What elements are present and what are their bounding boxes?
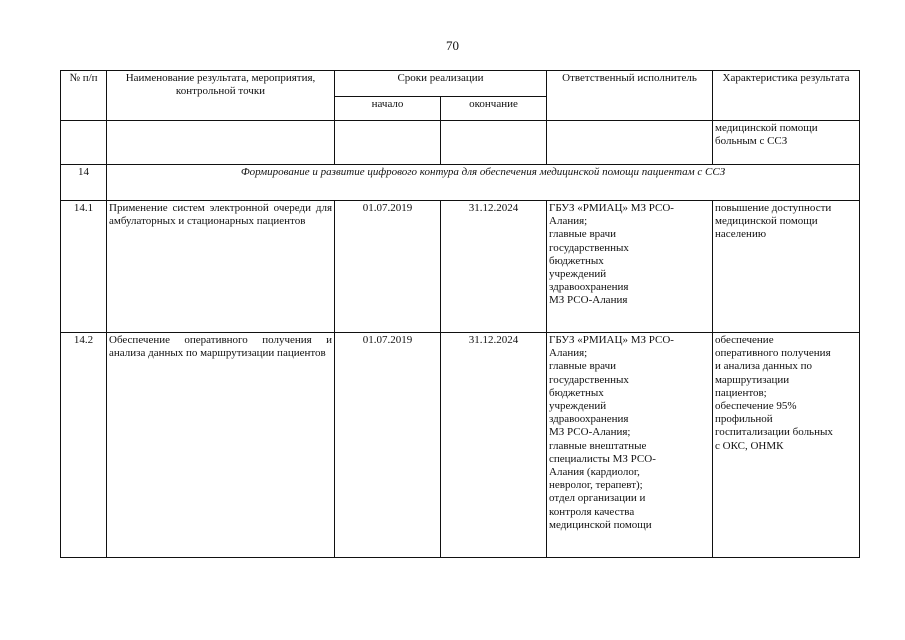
row-name: Применение систем электронной очереди для амбулаторных и стационарных пациентов bbox=[107, 201, 335, 333]
row-result: обеспечение оперативного получения и анализа данных по маршрутизации пациентов; обеспечение 95% профильной госпитализации больных с ОКС, ОНМК bbox=[713, 333, 860, 558]
header-result: Характеристика результата bbox=[713, 71, 860, 121]
table-row-14-2 bbox=[61, 333, 860, 558]
section-num: 14 bbox=[61, 165, 107, 201]
row-start-date: 01.07.2019 bbox=[335, 333, 441, 558]
row-end-date: 31.12.2024 bbox=[441, 333, 547, 558]
row-name: Обеспечение оперативного получения и анализа данных по маршрутизации пациентов bbox=[107, 333, 335, 558]
section-row bbox=[61, 165, 860, 201]
table-row-14-1 bbox=[61, 201, 860, 333]
row-executor: ГБУЗ «РМИАЦ» МЗ РСО- Алания; главные врачи государственных бюджетных учреждений здравоохранения МЗ РСО-Алания bbox=[547, 201, 713, 333]
header-name: Наименование результата, мероприятия, контрольной точки bbox=[107, 71, 335, 121]
header-executor: Ответственный исполнитель bbox=[547, 71, 713, 121]
page-number: 70 bbox=[446, 38, 459, 53]
row-result: повышение доступности медицинской помощи населению bbox=[713, 201, 860, 333]
row-num: 14.1 bbox=[61, 201, 107, 333]
row-end-date: 31.12.2024 bbox=[441, 201, 547, 333]
header-start: начало bbox=[335, 97, 441, 121]
row-executor: ГБУЗ «РМИАЦ» МЗ РСО- Алания; главные врачи государственных бюджетных учреждений здравоохранения МЗ РСО-Алания; главные внештатные специалисты МЗ РСО- Алания (кардиолог, невролог, терапевт); отдел организации и контроля качества медицинской помощи bbox=[547, 333, 713, 558]
continuation-result: медицинской помощи больным с ССЗ bbox=[713, 121, 860, 165]
header-terms: Сроки реализации bbox=[335, 71, 547, 97]
header-num: № п/п bbox=[61, 71, 107, 121]
row-num: 14.2 bbox=[61, 333, 107, 558]
table-row-continuation bbox=[61, 121, 860, 165]
section-title: Формирование и развитие цифрового контура для обеспечения медицинской помощи пациентам с ССЗ bbox=[107, 165, 860, 201]
header-end: окончание bbox=[441, 97, 547, 121]
activities-table bbox=[60, 70, 860, 558]
row-start-date: 01.07.2019 bbox=[335, 201, 441, 333]
